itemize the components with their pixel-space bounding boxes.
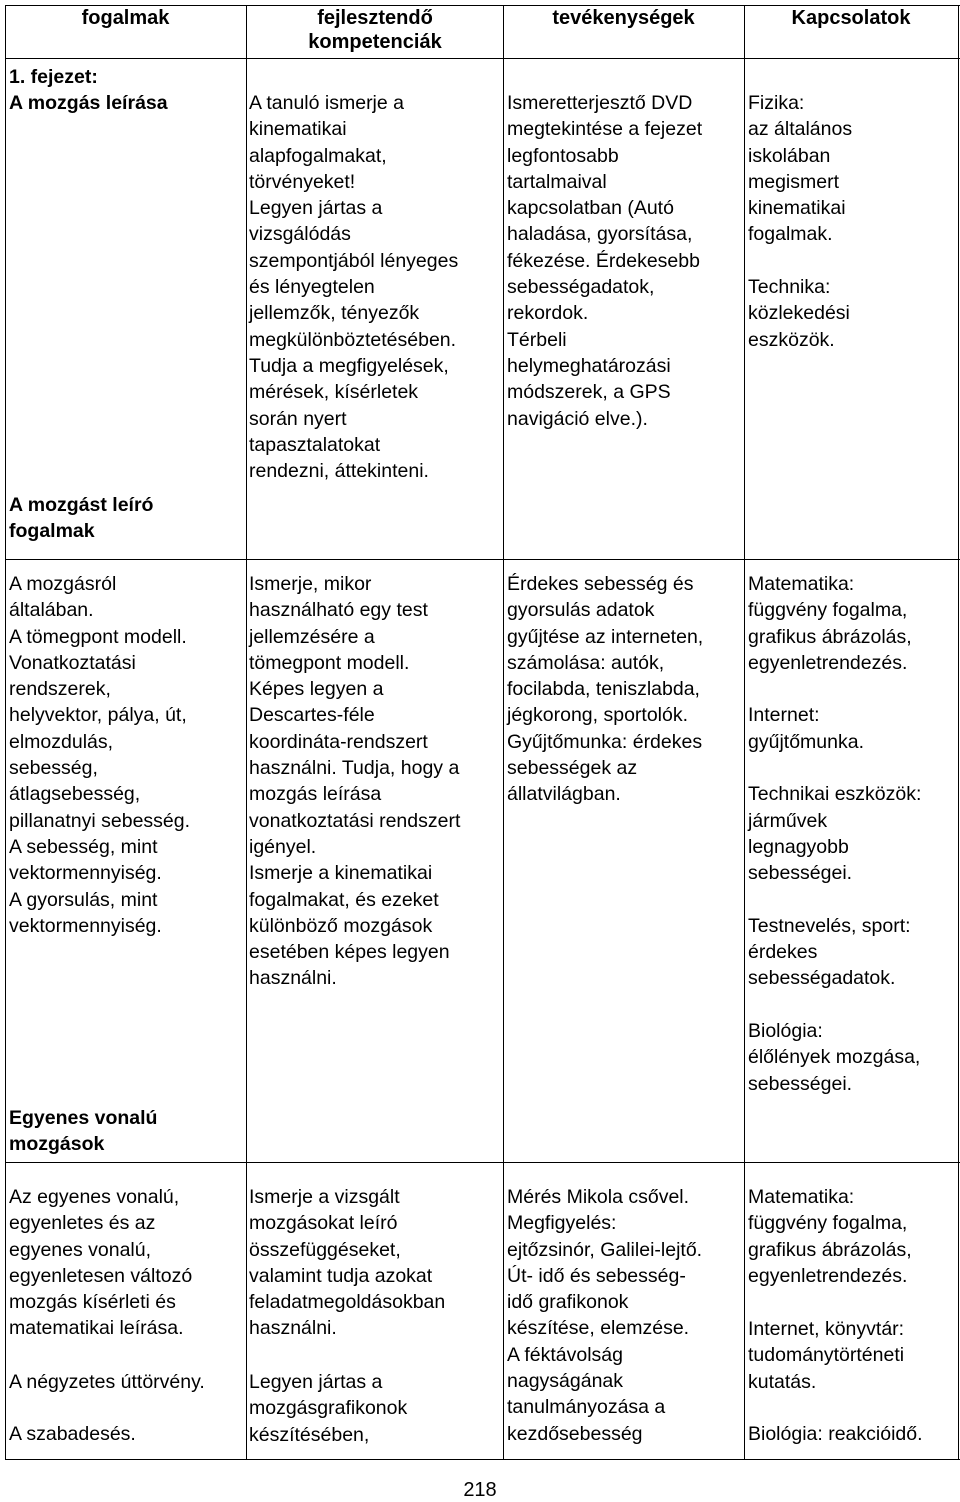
section3-competencies-graphs: Legyen jártas a mozgásgrafikonok készítésében, xyxy=(249,1371,408,1446)
table-left-border xyxy=(5,5,6,1460)
section1-activities: Ismeretterjesztő DVD megtekintése a fejezet legfontosabb tartalmaival kapcsolatban (Autó haladása, gyorsítása, fékezése. Érdekesebb sebességadatok, rekordok. Térbeli helymeghatározási módszerek, a GPS navigáció elve.). xyxy=(507,92,703,430)
chapter-title: 1. fejezet: A mozgás leírása xyxy=(9,66,168,115)
section2-competencies: Ismerje, mikor használható egy test jellemzésére a tömegpont modell. Képes legyen a Descartes-féle koordináta-rendszert használni. Tudja, hogy a mozgás leírása vonatkoztatási rendszert igényel. Ismerje a kinematikai fogalmakat, és ezeket különböző mozgások esetében képes legyen használni. xyxy=(249,573,461,990)
section3-connections-math: Matematika: függvény fogalma, grafikus ábrázolás, egyenletrendezés. xyxy=(748,1186,912,1287)
header-concepts: fogalmak xyxy=(81,7,170,29)
section3-concepts: Az egyenes vonalú, egyenletes és az egyenes vonalú, egyenletesen változó mozgás kísérleti és matematikai leírása. xyxy=(9,1186,193,1340)
section2-bottom-border xyxy=(5,1162,960,1163)
section3-title: Egyenes vonalú mozgások xyxy=(9,1107,158,1156)
table-right-border xyxy=(958,5,959,1460)
section2-concepts: A mozgásról általában. A tömegpont modell. Vonatkoztatási rendszerek, helyvektor, pálya, út, elmozdulás, sebesség, átlagsebesség, pillanatnyi sebesség. A sebesség, mint vektormennyiség. A gyorsulás, mint vektormennyiség. xyxy=(9,573,191,937)
header-activities: tevékenységek xyxy=(552,7,695,29)
section3-activities: Mérés Mikola csővel. Megfigyelés: ejtőzsinór, Galilei-lejtő. Út- idő és sebesség- idő grafikonok készítése, elemzése. A féktávolság nagyságának tanulmányozása a kezdősebesség xyxy=(507,1186,703,1445)
section1-subtitle: A mozgást leíró fogalmak xyxy=(9,494,154,543)
page-number: 218 xyxy=(463,1479,497,1501)
section1-connections: Fizika: az általános iskolában megismert kinematikai fogalmak. Technika: közlekedési eszközök. xyxy=(748,92,853,351)
section1-bottom-border xyxy=(5,559,960,560)
header-competencies: fejlesztendő kompetenciák xyxy=(308,7,442,53)
section2-activities: Érdekes sebesség és gyorsulás adatok gyűjtése az interneten, számolása: autók, focilabda, teniszlabda, jégkorong, sportolók. Gyűjtőmunka: érdekes sebességek az állatvilágban. xyxy=(507,573,704,806)
section1-competencies: A tanuló ismerje a kinematikai alapfogalmakat, törvényeket! Legyen jártas a vizsgálódás szempontjából lényeges és lényegtelen jellemzők, tényezők megkülönböztetésében. Tudja a megfigyelések, mérések, kísérletek során nyert tapasztalatokat rendezni, áttekinteni. xyxy=(249,92,459,483)
header-connections: Kapcsolatok xyxy=(791,7,911,29)
section3-concept-free-fall: A szabadesés. xyxy=(9,1423,136,1445)
section2-connections: Matematika: függvény fogalma, grafikus ábrázolás, egyenletrendezés. Internet: gyűjtőmunka. Technikai eszközök: járművek legnagyobb sebességei. Testnevelés, sport: érdekes sebességadatok. Biológia: élőlények mozgása, sebességei. xyxy=(748,573,922,1095)
header-bottom-border xyxy=(5,58,960,59)
section3-competencies: Ismerje a vizsgált mozgásokat leíró összefüggéseket, valamint tudja azokat feladatmegoldásokban használni. xyxy=(249,1186,446,1340)
col-divider-1 xyxy=(246,5,247,1460)
col-divider-2 xyxy=(503,5,504,1460)
section3-connections-internet: Internet, könyvtár: tudománytörténeti kutatás. xyxy=(748,1318,905,1393)
table-bottom-border xyxy=(5,1459,960,1460)
section3-connections-biology: Biológia: reakcióidő. xyxy=(748,1423,923,1445)
section3-concept-square-law: A négyzetes úttörvény. xyxy=(9,1371,205,1393)
col-divider-3 xyxy=(744,5,745,1460)
